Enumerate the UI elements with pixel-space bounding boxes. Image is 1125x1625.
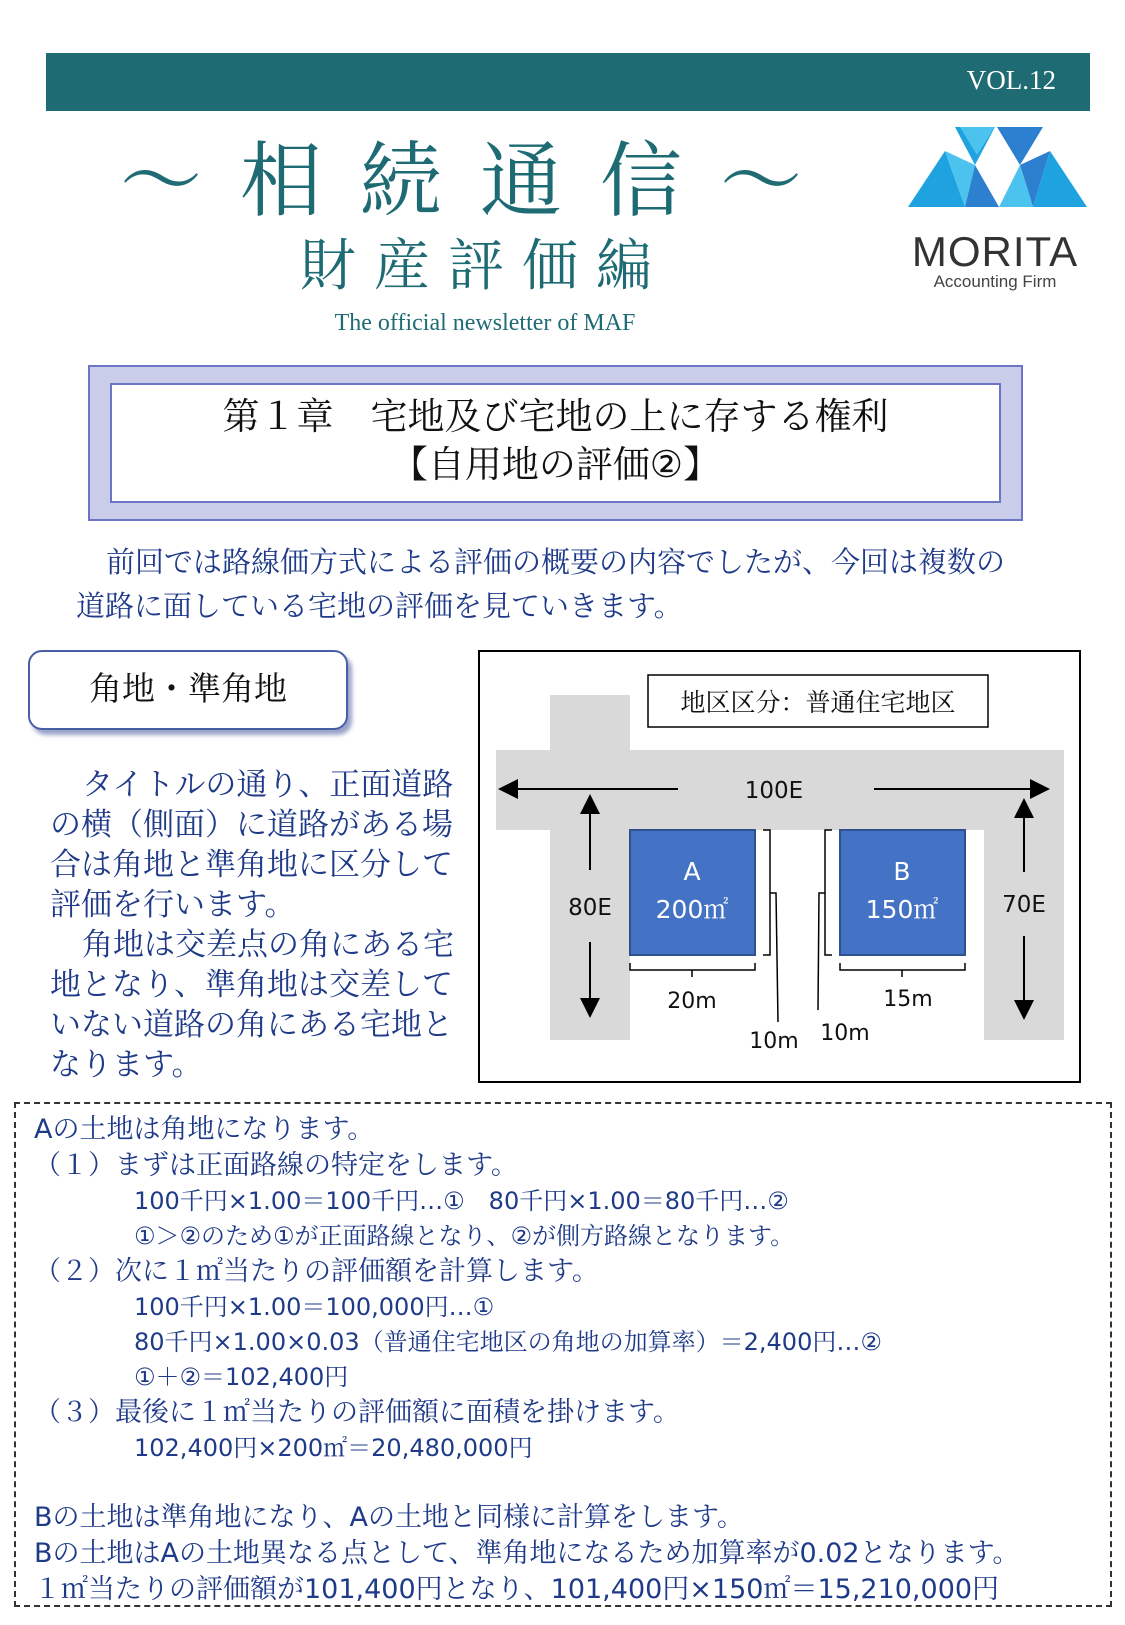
newsletter-subtitle: 財産評価編 <box>300 234 670 299</box>
step-1-heading: （１）まずは正面路線の特定をします。 <box>34 1150 518 1181</box>
lot-a-width: 20m <box>667 989 717 1014</box>
road-top-price: 100E <box>744 778 804 804</box>
lot-b-name: B <box>893 857 911 886</box>
road-left-price: 80E <box>568 895 612 921</box>
lot-diagram <box>478 650 1081 1083</box>
newsletter-tagline: The official newsletter of MAF <box>334 310 636 336</box>
lot-b-line-3: １㎡当たりの評価額が101,400円となり、101,400円×150㎡＝15,210,000円 <box>34 1574 1000 1605</box>
lot-a <box>630 830 755 955</box>
intro-paragraph: 前回では路線価方式による評価の概要の内容でしたが、今回は複数の道路に面している宅地の評価を見ていきます。 <box>76 545 1006 623</box>
road-right-price: 70E <box>1002 892 1046 918</box>
lot-b-line-2: Bの土地はAの土地異なる点として、準角地になるため加算率が0.02となります。 <box>34 1538 1020 1569</box>
chapter-title: 第１章 宅地及び宅地の上に存する権利 <box>222 395 889 438</box>
section-label: 角地・準角地 <box>28 650 348 730</box>
step-2-calculation-1: 100千円×1.00＝100,000円…① <box>134 1293 495 1321</box>
newsletter-title: ～相続通信～ <box>119 134 840 229</box>
step-3-heading: （３）最後に１㎡当たりの評価額に面積を掛けます。 <box>34 1397 680 1428</box>
chapter-box <box>88 365 1023 521</box>
description-paragraph-1: タイトルの通り、正面道路の横（側面）に道路がある場合は角地と準角地に区分して評価を行います。 <box>50 767 454 923</box>
lot-b-depth: 10m <box>820 1021 870 1046</box>
volume-number: VOL.12 <box>966 65 1056 95</box>
lot-a-area: 200㎡ <box>655 895 729 924</box>
lot-b-line-1: Bの土地は準角地になり、Aの土地と同様に計算をします。 <box>34 1502 744 1533</box>
step-1-calculation: 100千円×1.00＝100千円…① 80千円×1.00＝80千円…② <box>134 1187 789 1215</box>
header-band <box>46 53 1090 111</box>
step-3-calculation: 102,400円×200㎡＝20,480,000円 <box>134 1434 533 1462</box>
district-label: 地区区分：普通住宅地区 <box>680 688 956 717</box>
section-description <box>50 765 455 1085</box>
step-2-calculation-2: 80千円×1.00×0.03（普通住宅地区の角地の加算率）＝2,400円…② <box>134 1328 882 1356</box>
logo-subtitle: Accounting Firm <box>933 272 1057 291</box>
lot-b-area: 150㎡ <box>865 895 939 924</box>
lot-b <box>840 830 965 955</box>
lot-a-name: A <box>683 857 701 886</box>
lot-a-heading: Aの土地は角地になります。 <box>34 1114 375 1145</box>
chapter-subtitle: 【自用地の評価②】 <box>390 443 721 486</box>
step-1-note: ①＞②のため①が正面路線となり、②が側方路線となります。 <box>134 1222 795 1250</box>
calculation-box <box>14 1102 1112 1607</box>
spacer <box>34 1466 1110 1500</box>
lot-b-width: 15m <box>883 987 933 1012</box>
lot-a-depth: 10m <box>749 1029 799 1054</box>
description-paragraph-2: 角地は交差点の角にある宅地となり、準角地は交差していない道路の角にある宅地となります。 <box>50 927 454 1083</box>
step-2-calculation-3: ①＋②＝102,400円 <box>134 1363 349 1391</box>
chapter-box-inner <box>110 383 1001 503</box>
logo-name: MORITA <box>911 228 1079 275</box>
step-2-heading: （２）次に１㎡当たりの評価額を計算します。 <box>34 1256 599 1287</box>
